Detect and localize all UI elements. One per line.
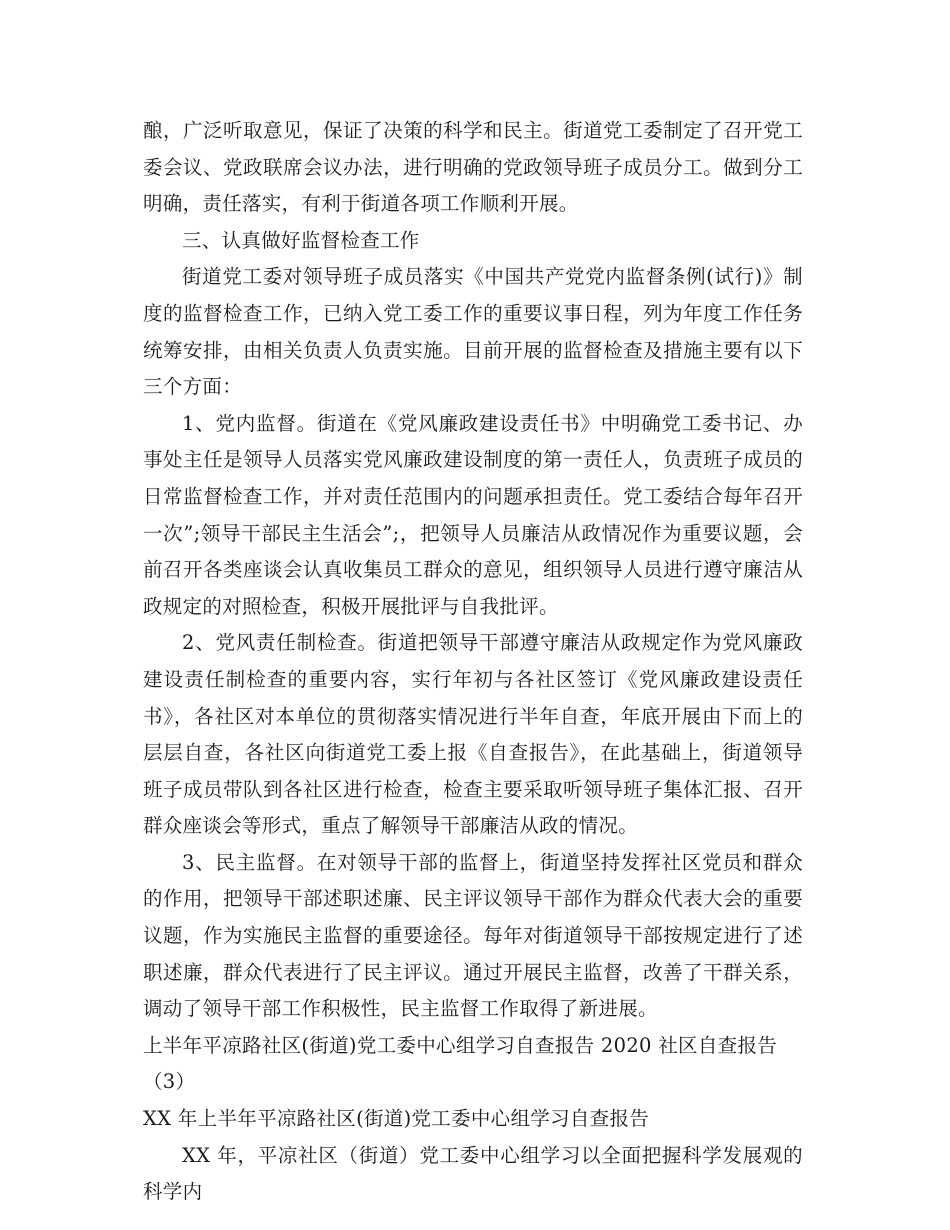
paragraph-decision-making: 酿，广泛听取意见，保证了决策的科学和民主。街道党工委制定了召开党工委会议、党政联席会议办法，进行明确的党政领导班子成员分工。做到分工明确，责任落实，有利于街道各项工作顺利开展。 bbox=[143, 119, 803, 216]
document-body bbox=[143, 113, 803, 1211]
paragraph-study-intro: XX 年，平凉社区（街道）党工委中心组学习以全面把握科学发展观的科学内 bbox=[143, 1143, 803, 1204]
paragraph-supervision-intro: 街道党工委对领导班子成员落实《中国共产党党内监督条例(试行)》制度的监督检查工作，已纳入党工委工作的重要议事日程，列为年度工作任务统筹安排，由相关负责人负责实施。目前开展的监督检查及措施主要有以下三个方面： bbox=[143, 265, 803, 399]
paragraph-intra-party-supervision: 1、党内监督。街道在《党风廉政建设责任书》中明确党工委书记、办事处主任是领导人员落实党风廉政建设制度的第一责任人，负责班子成员的日常监督检查工作，并对责任范围内的问题承担责任。党工委结合每年召开一次”;领导干部民主生活会”;，把领导人员廉洁从政情况作为重要议题，会前召开各类座谈会认真收集员工群众的意见，组织领导人员进行遵守廉洁从政规定的对照检查，积极开展批评与自我批评。 bbox=[143, 411, 803, 618]
paragraph-democratic-supervision: 3、民主监督。在对领导干部的监督上，街道坚持发挥社区党员和群众的作用，把领导干部述职述廉、民主评议领导干部作为群众代表大会的重要议题，作为实施民主监督的重要途径。每年对街道领导干部按规定进行了述职述廉，群众代表进行了民主评议。通过开展民主监督，改善了干群关系，调动了领导干部工作积极性，民主监督工作取得了新进展。 bbox=[143, 850, 803, 1021]
report-title-line: 上半年平凉路社区(街道)党工委中心组学习自查报告 2020 社区自查报告（3） bbox=[143, 1033, 778, 1094]
section-heading-supervision: 三、认真做好监督检查工作 bbox=[182, 228, 420, 252]
report-subtitle-line: XX 年上半年平凉路社区(街道)党工委中心组学习自查报告 bbox=[143, 1107, 650, 1131]
paragraph-responsibility-check: 2、党风责任制检查。街道把领导干部遵守廉洁从政规定作为党风廉政建设责任制检查的重要内容，实行年初与各社区签订《党风廉政建设责任书》，各社区对本单位的贯彻落实情况进行半年自查，年底开展由下而上的层层自查，各社区向街道党工委上报《自查报告》，在此基础上，街道领导班子成员带队到各社区进行检查，检查主要采取听领导班子集体汇报、召开群众座谈会等形式，重点了解领导干部廉洁从政的情况。 bbox=[143, 631, 803, 838]
